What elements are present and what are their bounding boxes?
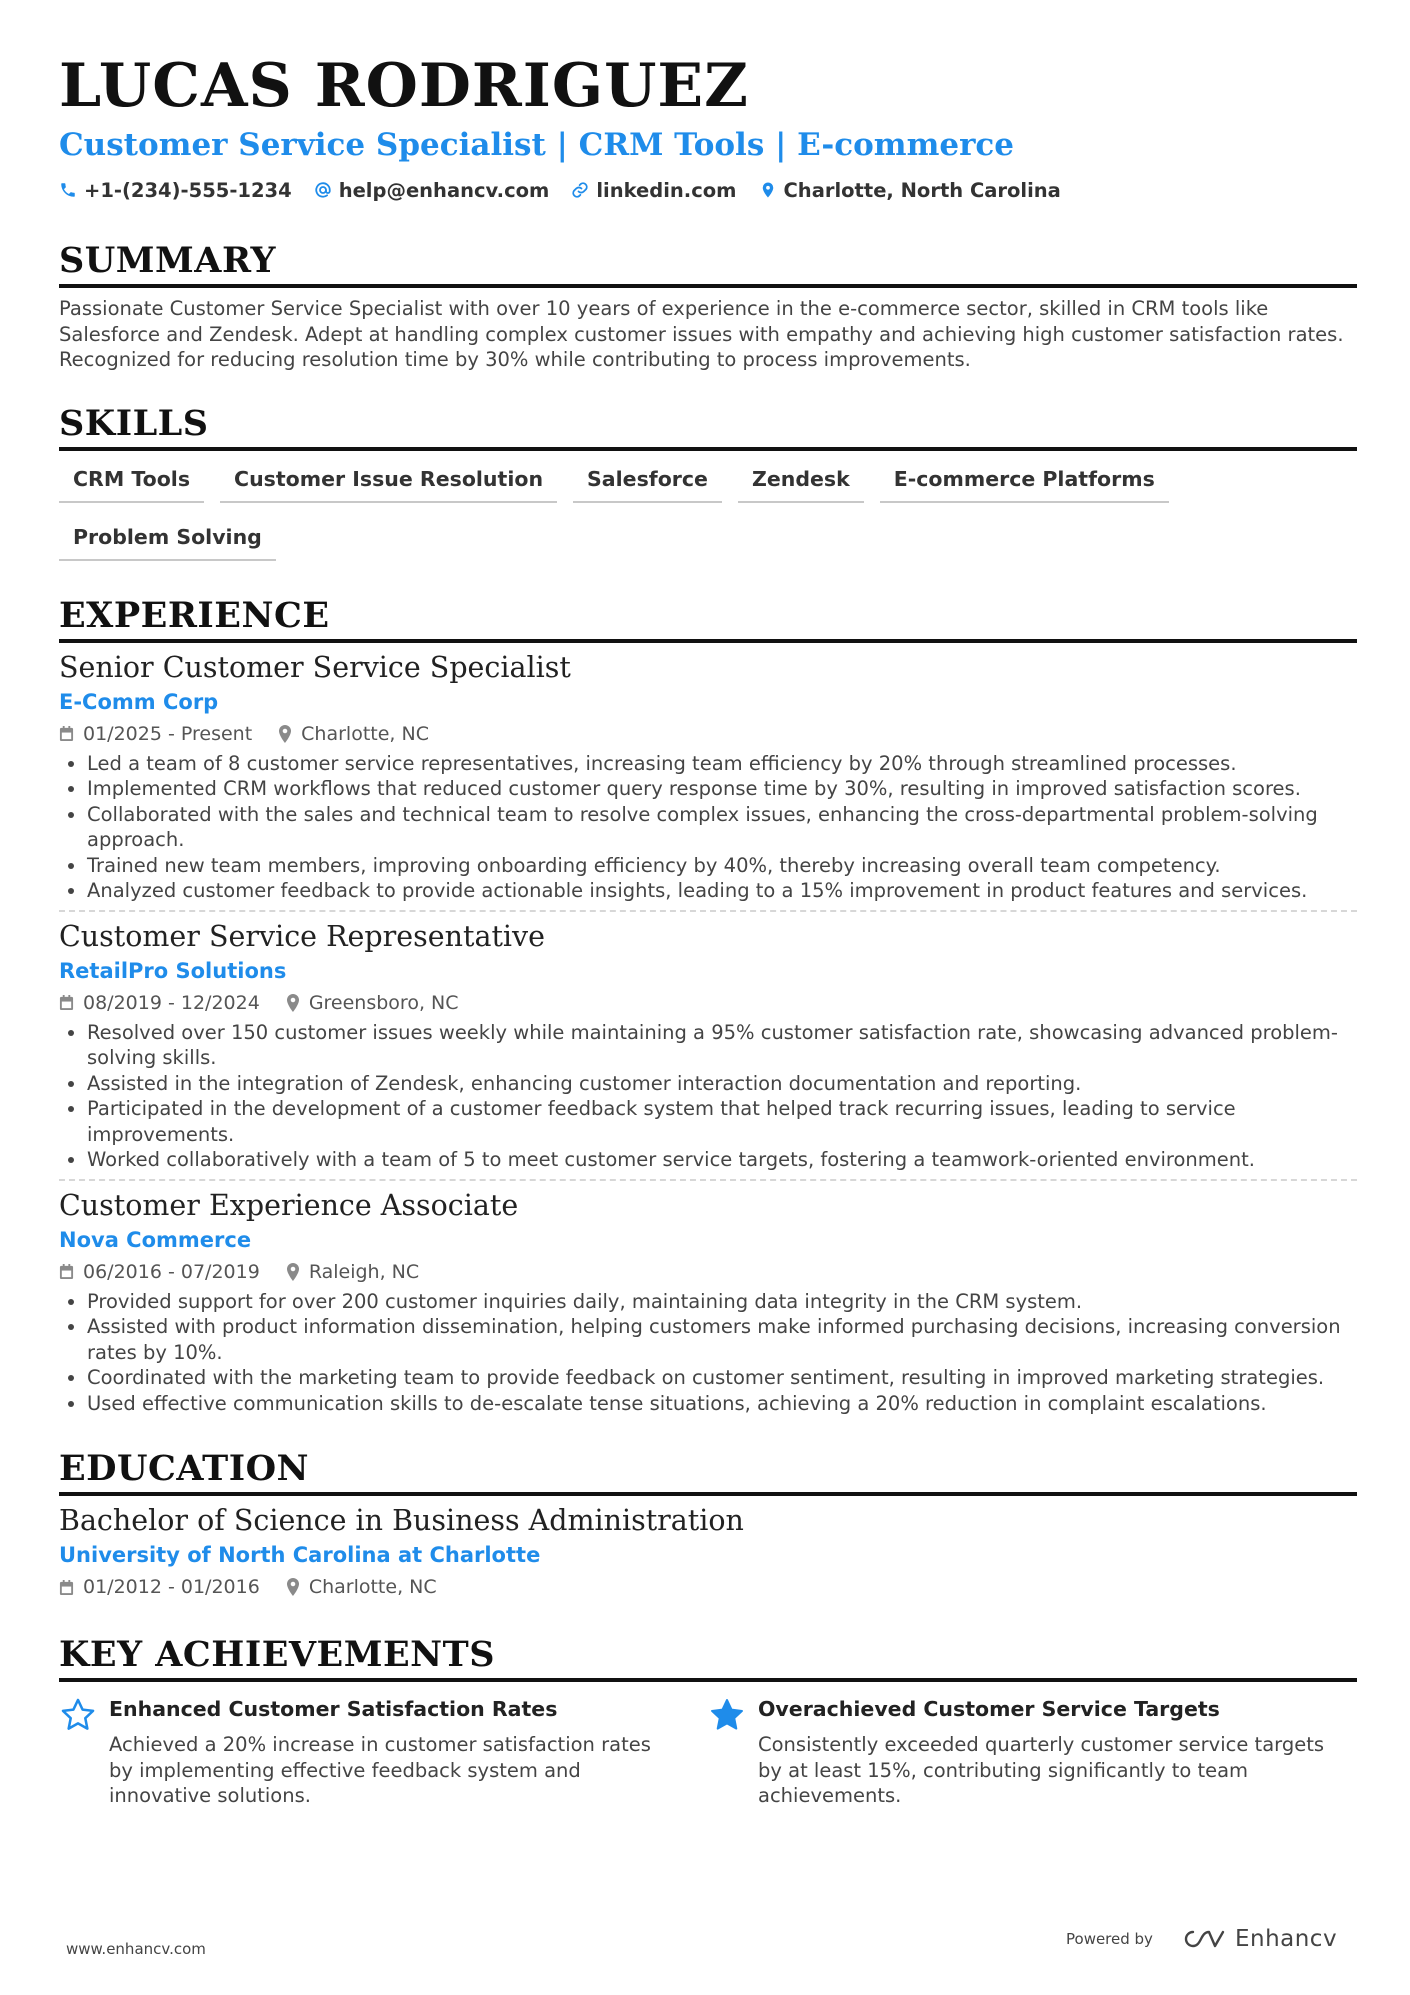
degree-title: Bachelor of Science in Business Administration — [59, 1504, 744, 1537]
experience-heading: EXPERIENCE — [59, 593, 1357, 643]
job-bullets — [59, 1289, 1357, 1417]
bullet-item: • Resolved over 150 customer issues weekly while maintaining a 95% customer satisfaction rate, showcasing advanced problem-solving skills. — [87, 1020, 1357, 1071]
contact-phone[interactable] — [59, 179, 292, 202]
brand-name: Enhancv — [1234, 1926, 1338, 1952]
bullet-item: • Worked collaboratively with a team of 5 to meet customer service targets, fostering a teamwork-oriented environment. — [87, 1147, 1357, 1173]
company-name: RetailPro Solutions — [59, 958, 287, 983]
calendar-icon — [59, 725, 74, 742]
education-location — [286, 1572, 437, 1602]
calendar-icon — [59, 1263, 74, 1280]
bullet-item: • Assisted in the integration of Zendesk, enhancing customer interaction documentation and reporting. — [87, 1071, 1357, 1097]
contact-phone-text: +1-(234)-555-1234 — [84, 178, 292, 202]
skill-tag: CRM Tools — [59, 459, 204, 503]
job-meta — [59, 719, 1357, 749]
footer-branding — [1066, 1926, 1337, 1952]
star-filled-icon — [708, 1696, 746, 1734]
achievement-item — [59, 1694, 708, 1809]
job-location — [286, 988, 459, 1018]
job-divider — [59, 910, 1357, 912]
education-entry — [59, 1502, 1357, 1602]
contact-location-text: Charlotte, North Carolina — [783, 178, 1061, 202]
education-section — [59, 1446, 1357, 1602]
phone-icon — [59, 181, 77, 199]
skills-section — [59, 401, 1357, 575]
bullet-item: • Led a team of 8 customer service representatives, increasing team efficiency by 20% through streamlined processes. — [87, 751, 1357, 777]
education-dates: 01/2012 - 01/2016 — [83, 1576, 260, 1598]
achievement-title: Enhanced Customer Satisfaction Rates — [109, 1697, 558, 1721]
skill-tag: Salesforce — [573, 459, 722, 503]
contact-email[interactable] — [314, 179, 550, 202]
candidate-title: Customer Service Specialist | CRM Tools | E-commerce — [59, 127, 1015, 163]
contact-linkedin-text: linkedin.com — [596, 178, 737, 202]
bullet-item: • Participated in the development of a customer feedback system that helped track recurring issues, leading to service improvements. — [87, 1096, 1357, 1147]
achievement-title: Overachieved Customer Service Targets — [758, 1697, 1220, 1721]
candidate-name: LUCAS RODRIGUEZ — [59, 51, 749, 121]
bullet-item: • Used effective communication skills to de-escalate tense situations, achieving a 20% reduction in complaint escalations. — [87, 1391, 1357, 1417]
enhancv-logo-icon — [1179, 1927, 1225, 1951]
summary-section — [59, 238, 1357, 373]
contact-linkedin[interactable] — [571, 179, 736, 202]
location-pin-icon — [286, 1263, 300, 1281]
star-outline-icon — [59, 1696, 97, 1734]
at-icon — [314, 181, 332, 199]
job-dates: 08/2019 - 12/2024 — [83, 991, 260, 1014]
brand-logo[interactable] — [1179, 1926, 1337, 1952]
experience-section — [59, 593, 1357, 1417]
contact-location — [759, 179, 1061, 202]
job-entry — [59, 649, 1357, 912]
job-divider — [59, 1179, 1357, 1181]
job-location-text: Raleigh, NC — [308, 1260, 420, 1283]
job-bullets — [59, 1020, 1357, 1173]
job-title: Customer Experience Associate — [59, 1188, 519, 1222]
education-meta — [59, 1572, 1357, 1602]
achievement-desc: Achieved a 20% increase in customer satisfaction rates by implementing effective feedback system and innovative solutions. — [109, 1733, 651, 1807]
bullet-item: • Implemented CRM workflows that reduced customer query response time by 30%, resulting in improved satisfaction scores. — [87, 776, 1357, 802]
skill-tag: Customer Issue Resolution — [220, 459, 557, 503]
job-location — [278, 719, 429, 749]
summary-heading: SUMMARY — [59, 238, 1357, 288]
job-location-text: Charlotte, NC — [301, 722, 429, 745]
powered-by-label: Powered by — [1066, 1930, 1153, 1948]
bullet-item: • Analyzed customer feedback to provide actionable insights, leading to a 15% improvement in product features and services. — [87, 878, 1357, 904]
achievement-item — [708, 1694, 1357, 1809]
company-name: E-Comm Corp — [59, 689, 219, 714]
skill-tag: E-commerce Platforms — [880, 459, 1169, 503]
location-pin-icon — [286, 994, 300, 1012]
job-title: Customer Service Representative — [59, 919, 545, 953]
company-name: Nova Commerce — [59, 1227, 252, 1252]
job-title: Senior Customer Service Specialist — [59, 650, 571, 684]
skills-list — [59, 459, 1357, 575]
job-location-text: Greensboro, NC — [308, 991, 459, 1014]
job-location — [286, 1257, 419, 1287]
job-bullets — [59, 751, 1357, 904]
bullet-item: • Collaborated with the sales and technical team to resolve complex issues, enhancing the cross-departmental problem-solving approach. — [87, 802, 1357, 853]
calendar-icon — [59, 1579, 74, 1596]
link-icon — [571, 181, 589, 199]
skill-tag: Problem Solving — [59, 517, 276, 561]
achievements-heading: KEY ACHIEVEMENTS — [59, 1632, 1357, 1682]
job-dates: 06/2016 - 07/2019 — [83, 1260, 260, 1283]
location-pin-icon — [286, 1578, 300, 1596]
achievement-icon — [59, 1694, 109, 1809]
bullet-item: • Assisted with product information dissemination, helping customers make informed purchasing decisions, increasing conversion rates by 10%. — [87, 1314, 1357, 1365]
summary-text: Passionate Customer Service Specialist with over 10 years of experience in the e-commerce sector, skilled in CRM tools like Salesforce and Zendesk. Adept at handling complex customer issues with empathy and achieving high customer satisfaction rates. Recognized for reducing resolution time by 30% while contributing to process improvements. — [59, 297, 1344, 371]
job-dates: 01/2025 - Present — [83, 722, 253, 745]
achievement-icon — [708, 1694, 758, 1809]
achievements-section — [59, 1632, 1357, 1809]
bullet-item: • Coordinated with the marketing team to provide feedback on customer sentiment, resulting in improved marketing strategies. — [87, 1365, 1357, 1391]
job-entry — [59, 918, 1357, 1181]
job-meta — [59, 988, 1357, 1018]
contact-email-text: help@enhancv.com — [338, 178, 550, 202]
resume-content — [59, 48, 1357, 1809]
skill-tag: Zendesk — [738, 459, 864, 503]
education-heading: EDUCATION — [59, 1446, 1357, 1496]
education-location-text: Charlotte, NC — [308, 1576, 437, 1598]
achievements-list — [59, 1694, 1357, 1809]
footer-website[interactable]: www.enhancv.com — [66, 1940, 206, 1958]
job-meta — [59, 1257, 1357, 1287]
skills-heading: SKILLS — [59, 401, 1357, 451]
school-name: University of North Carolina at Charlotte — [59, 1543, 541, 1567]
calendar-icon — [59, 994, 74, 1011]
location-pin-icon — [278, 725, 292, 743]
job-entry — [59, 1187, 1357, 1417]
achievement-desc: Consistently exceeded quarterly customer service targets by at least 15%, contributing significantly to team achievements. — [758, 1733, 1325, 1807]
bullet-item: • Provided support for over 200 customer inquiries daily, maintaining data integrity in the CRM system. — [87, 1289, 1357, 1315]
contact-bar — [59, 176, 1357, 204]
location-pin-icon — [759, 181, 777, 199]
bullet-item: • Trained new team members, improving onboarding efficiency by 40%, thereby increasing overall team competency. — [87, 853, 1357, 879]
